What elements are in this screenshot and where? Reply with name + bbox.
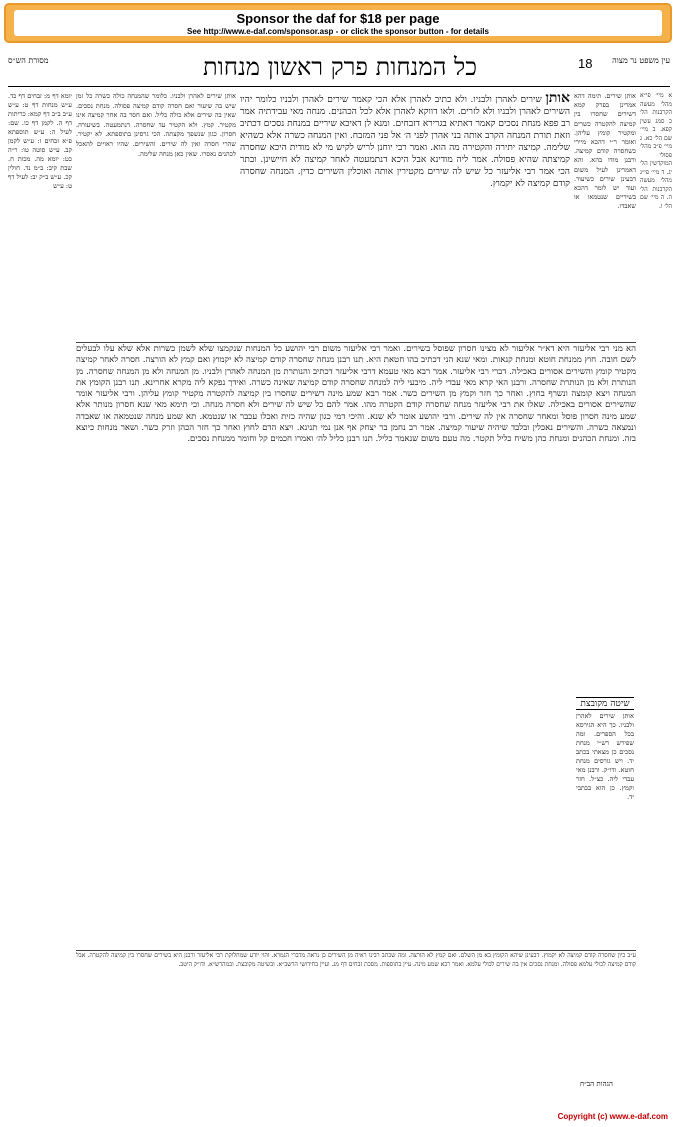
copyright-link[interactable]: Copyright (c) www.e-daf.com	[557, 1112, 668, 1121]
page-header	[0, 52, 676, 88]
shita-mekubetzet-title: שיטה מקובצת	[576, 697, 634, 710]
bottom-commentary-column	[76, 952, 636, 1100]
tosafot-text: אותן שירים. תימה דהא אמרינן בפרק קמא דשירים שחסרו בין קמיצה להקטרה כשרים ומקטיר קומץ עליהן. ואומר ר״י דהכא מיירי כשחסרה קודם קמיצה. ורבנן מודו בהא. והא דאמרינן לעיל משום דבעינן שירים כשיעור. ועוד יש לומר דהכא בשיריים שנטמאו או שאבדו.	[574, 92, 636, 211]
gemara-wide-column	[76, 344, 636, 948]
shita-mekubetzet-column	[576, 712, 634, 948]
masoret-hashas-label: מסורת הש״ס	[8, 56, 49, 65]
page-title: כל המנחות פרק ראשון מנחות	[203, 53, 477, 81]
rashi-column	[76, 92, 236, 340]
header-rule	[8, 86, 670, 87]
rashi-text: אותן שירים לאהרן ולבניו. כלומר שהמנחה כולה כשרה כל זמן שיש בה שיעור ואם חסרה קודם קמיצה פסולה. מנחת נסכים. שאין בה שירים אלא כולה כליל. ואם חסר בה אחר קמיצה אינו מקטיר. קמץ. ולא הקטיר עד שחסרה. דנתמעטה. בשיעורה. חסרון. כגון שנשפך מקצתה. הכי גרסינן בתוספתא. לא יקטיר. שהרי חסרה ואין לה שירים. והשירים. שהיו ראויים להאכל לכהנים נאסרו. שאין כאן מנחה שלימה.	[76, 92, 236, 158]
page-number: 18	[578, 56, 593, 71]
sponsor-banner[interactable]	[4, 3, 672, 43]
ein-mishpat-label: עין משפט נר מצוה	[612, 56, 670, 65]
sponsor-link[interactable]: See http://www.e-daf.com/sponsor.asp - or click the sponsor button - for details	[187, 27, 489, 36]
gemara-main-text: שירים לאהרן ולבניו. ולא כתיב לאהרן אלא הכי קאמר שירים לאהרן ולבניו כלומר יהיו השירים לאהרן ולבניו ולא לזרים. ולאו דווקא לאהרן אלא לכל הכהנים. מנחה מאי עבידתיה אמר רב פפא מנחת נסכים קאמר דאתיא בגרירא דזבחים. ומנא לן דאיכא שיריים במנחת נסכים דכתיב וזאת תורת המנחה הקרב אותה בני אהרן לפני ה׳ אל פני המזבח. ואין המנחה כשרה אלא כשהיא שלימה. קמיצה יתירה והקטירה מה הוא. ואמר רבי יוחנן לריש לקיש מי לא מודית היכא שחסרה קמיצתה שהיא פסולה. אמר ליה מודינא אבל היכא דנתמעטה לאחר קמיצה לא חיישינן. ובתר הכי אמר רבי אליעזר כל שיש לה שירים מקטירין אותה ואוכלין השירים כדין. המנחה שחסרה קודם קמיצה לא יקמוץ.	[240, 95, 570, 189]
shita-mekubetzet-text: אותן שירים לאהרן ולבניו. כך היא הגירסא בכל הספרים. ומה שפירש רש״י מנחת נסכים כן מצאתי בכתב יד. ויש גורסים מנחת חוטא. ודו״ק. ורבנן מאי עבדי ליה. כצ״ל. חזר וקמץ. כן הוא בכתבי יד.	[576, 712, 634, 801]
ein-mishpat-text: א מיי׳ פי״א מהל׳ מעשה הקרבנות הל׳ כ סמג עשין קפא. ב מיי׳ שם הל׳ כא. ג מיי׳ פ״ב מהל׳ פסולי המוקדשין הל׳ יג. ד מיי׳ פי״ג מהל׳ מעשה הקרבנות הל׳ ה. ה מיי׳ שם הל׳ ו.	[640, 92, 672, 210]
gemara-main-column	[240, 92, 570, 340]
hagahot-habach-label: הגהות הב״ח	[580, 1080, 613, 1088]
sponsor-title[interactable]: Sponsor the daf for $18 per page	[236, 11, 440, 26]
gemara-wide-text: הא מני רבי אליעזר היא דא״ר אליעזר לא מצינו חסרון שפוסל בשירים. ואמר רבי אליעזר משום רבי יהושע כל המנחות שנקמצו שלא לשמן כשרות אלא שלא עלו לבעלים לשם חובה. חוץ ממנחת חוטא ומנחת קנאות. ומאי שנא הני דכתיב בהו חטאת היא. תנו רבנן מנחה שחסרה קודם קמיצה לא יקמוץ ואם קמץ לא הורצה. חסרה לאחר קמיצה מקטיר קומץ והשירים אסורים באכילה. דברי רבי אליעזר. אמר רבא מאי טעמא דרבי אליעזר דכתיב והנותרת מן המנחה לאהרן ולבניו. מן המנחה ולא מן המנחה שחסרה. מן הנותרת ולא מן הנותרת שחסרה. ורבנן האי קרא מאי עבדי ליה. מיבעי ליה למנחה שחסרה קודם קמיצה שאינה כשרה. ואידך נפקא ליה מקרא אחרינא. תנו רבנן הקומץ את המנחה ויצא קומצה ונשרף בחוץ. ואחר כך חזר וקמץ מן השירים כשר. אמר רבא שמע מינה דשירים שחסרו בין קמיצה להקטרה מקטיר קומץ עליהן. ורבי אליעזר אומר שהשירים אסורים באכילה. שאלו את רבי אליעזר מנחה שחסרה קודם הקטרה מהו. אמר להם כל שיש לה שירים ולא חסרה מנחה. וכי תימא מאי שנא חסרון מנותר אלא שמע מינה חסרון פוסל ומאחר שחסרה אין לה שירים. ורבי יהושע אומר לא שנא. והיכי דמי כגון שהיה כזית ואכלו עכבר או שנטמא. תא שמע מנחה שנטמאה או שאבדה ונמצאה כשרה. והשירים נאכלין ובלבד שיהיה שיעור קמיצה. אמר רב נחמן בר יצחק אף אנן נמי תנינא. ויצא הדם לחוץ ואחר כך חזר הכהן וזרק כשר. ושאר מנחות כיוצא בזה. ומנחת הכהנים ומנחת כהן משיח כליל תקטר. מה טעם משום שנאמר כליל. תנו רבנן כליל לה׳ ואמרו חכמים קל וחומר ממנחת נסכים.	[76, 344, 636, 445]
bottom-commentary-text: ע״ב כיון שחסרה קודם קמיצה לא יקמוץ. דבעינן שיהא הקומץ בא מן השלם. ואם קמץ לא הורצה. ומה שכתב רבינו ראיה מן השירים כן נראה מדברי הגמרא. והוי יודע שמחלוקת רבי אליעזר ורבנן היא בשירים שחסרו בין קמיצה להקטרה. אבל קודם קמיצה לכולי עלמא פסולה. ומנחת נסכים אין בה שירים לכולי עלמא. ואמר רבא שמע מינה. עיין בתוספות. מסכת זבחים דף מג. ועיין בחידושי הרשב״א. ובשיטה מקובצת. ובמהרש״א. ודו״ק היטב.	[76, 952, 636, 968]
masoret-hashas-text: יומא דף מ: זבחים דף כד. ע״ש מנחות דף ט: ע״ש ע״ב ב״ב דף קמא: כריתות דף ה. לקמן דף כו. שם: לעיל ה: ע״ש תוספתא פ״א זבחים ז: ע״ש לקמן קב. ע״ש סוטה טו: ר״ה כט: יומא מה. מכות ח. שבת קיב: ב״מ נד. חולין קכ. ע״ש ב״ק יב: לעיל דף ט: ע״ש	[8, 92, 72, 190]
section-divider	[76, 342, 636, 343]
masoret-hashas-column	[8, 92, 72, 1012]
ein-mishpat-column	[640, 92, 672, 1012]
bottom-divider	[76, 950, 636, 951]
sponsor-banner-inner[interactable]	[14, 10, 662, 36]
opening-word: אותן	[545, 92, 570, 106]
